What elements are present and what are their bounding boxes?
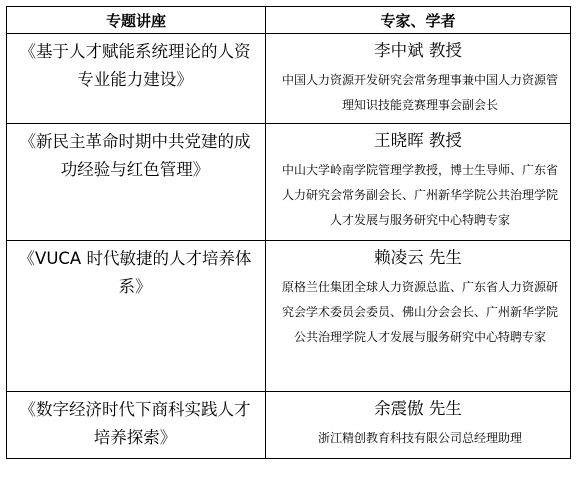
header-expert: 专家、学者 xyxy=(266,7,571,34)
expert-name: 余震傲 先生 xyxy=(374,399,462,418)
table-row xyxy=(7,124,571,241)
topic-cell xyxy=(7,392,266,459)
topic-title: 《新民主革命时期中共党建的成功经验与红色管理》 xyxy=(19,132,251,179)
expert-name: 赖凌云 先生 xyxy=(374,248,462,267)
expert-cell xyxy=(266,241,571,392)
expert-description: 原格兰仕集团全球人力资源总监、广东省人力资源研究会学术委员会委员、佛山分会会长、广州新华学院公共治理学院人才发展与服务研究中心特聘专家 xyxy=(281,280,558,344)
topic-title: 《数字经济时代下商科实践人才培养探索》 xyxy=(19,400,251,447)
table-row xyxy=(7,392,571,459)
topic-cell xyxy=(7,34,266,124)
topic-cell xyxy=(7,124,266,241)
table-row xyxy=(7,241,571,392)
topic-title: 《基于人才赋能系统理论的人资专业能力建设》 xyxy=(19,42,251,89)
topic-title: 《VUCA 时代敏捷的人才培养体系》 xyxy=(18,249,252,296)
expert-cell xyxy=(266,124,571,241)
lecture-table xyxy=(6,6,571,459)
expert-description: 浙江精创教育科技有限公司总经理助理 xyxy=(317,431,522,445)
expert-description: 中国人力资源开发研究会常务理事兼中国人力资源管理知识技能竞赛理事会副会长 xyxy=(281,73,558,112)
expert-cell xyxy=(266,34,571,124)
topic-cell xyxy=(7,241,266,392)
expert-name: 王晓晖 教授 xyxy=(374,131,462,150)
header-row xyxy=(7,7,571,34)
header-topic: 专题讲座 xyxy=(7,7,266,34)
expert-cell xyxy=(266,392,571,459)
table-row xyxy=(7,34,571,124)
expert-name: 李中斌 教授 xyxy=(374,41,462,60)
expert-description: 中山大学岭南学院管理学教授，博士生导师、广东省人力研究会常务副会长、广州新华学院公共治理学院人才发展与服务研究中心特聘专家 xyxy=(281,163,558,227)
